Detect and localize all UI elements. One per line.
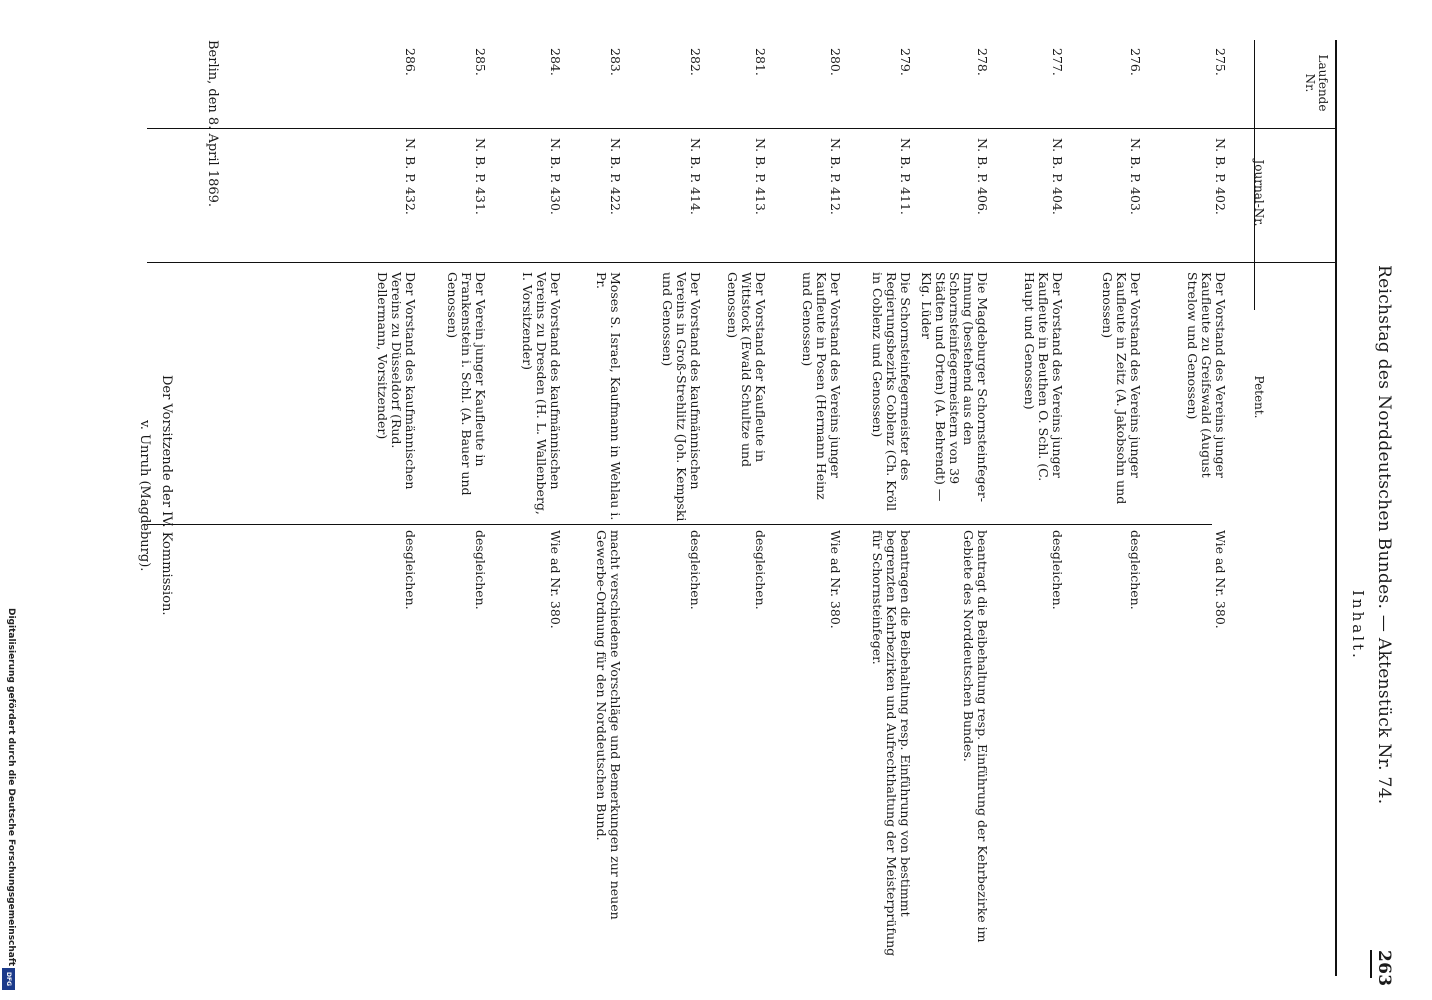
column-divider — [147, 262, 1337, 263]
content: desgleichen. — [753, 530, 768, 610]
journal-number: N. B. P. 422. — [608, 138, 623, 215]
journal-number: N. B. P. 412. — [828, 138, 843, 215]
journal-number: N. B. P. 402. — [1213, 138, 1228, 215]
petitioner: Der Vorstand der Kaufleute in Wittstock (Ewald Schultze und Genossen) — [725, 272, 768, 468]
column-header-gegenstand: Petent. — [1252, 375, 1266, 419]
journal-number: N. B. P. 403. — [1128, 138, 1143, 215]
content: Wie ad Nr. 380. — [828, 530, 843, 629]
petitioner: Die Magdeburger Schornsteinfeger-Innung (bestehend aus den Schornsteinfegermeistern von 39 Städten und Orten) (A. Behrendt) — Klg. Lüder — [919, 272, 990, 503]
journal-number: N. B. P. 413. — [753, 138, 768, 215]
row-number: 286. — [403, 48, 418, 76]
journal-number: N. B. P. 431. — [473, 138, 488, 215]
journal-number: N. B. P. 414. — [688, 138, 703, 215]
content: beantragt die Beibehaltung resp. Einführung der Kehrbezirke im Gebiete des Norddeutschen Bundes. — [961, 530, 990, 943]
journal-number: N. B. P. 411. — [898, 138, 913, 215]
content: Wie ad Nr. 380. — [1213, 530, 1228, 629]
content: beantragen die Beibehaltung resp. Einführung von bestimmt begrenzten Kehrbezirken und Aufrechthaltung der Meisterprüfung für Schornsteinfeger. — [870, 530, 913, 957]
row-number: 279. — [898, 48, 913, 76]
row-number: 282. — [688, 48, 703, 76]
content: desgleichen. — [1128, 530, 1143, 610]
content: desgleichen. — [1050, 530, 1065, 610]
journal-number: N. B. P. 406. — [975, 138, 990, 215]
petitioner: Der Verein junger Kaufleute in Frankenstein i. Schl. (A. Bauer und Genossen) — [445, 272, 488, 496]
page-number-rule — [1370, 950, 1372, 978]
petitions-table — [227, 40, 1337, 980]
dfg-logo: DFG — [2, 968, 15, 990]
column-header-journal: Journal-Nr. — [1252, 159, 1266, 227]
petitioner: Der Vorstand des kaufmännischen Vereins in Groß-Strehlitz (Joh. Kempski und Genossen) — [660, 272, 703, 522]
footer-signature-name: v. Unruh (Magdeburg). — [137, 420, 152, 572]
header-title: Reichstag des Norddeutschen Bundes. — Aktenstück Nr. 74. — [1374, 265, 1394, 805]
page-number: 263 — [1374, 950, 1394, 987]
row-number: 283. — [608, 48, 623, 76]
funding-note: Digitalisierung gefördert durch die Deutsche Forschungsgemeinschaft — [6, 608, 16, 967]
column-divider — [147, 524, 1212, 525]
row-number: 275. — [1213, 48, 1228, 76]
column-divider — [147, 128, 1337, 129]
footer-signature-title: Der Vorsitzende der IV. Kommission. — [159, 375, 174, 616]
petitioner: Moses S. Israel, Kaufmann in Wehlau i. Pr. — [594, 272, 623, 521]
journal-number: N. B. P. 404. — [1050, 138, 1065, 215]
petitioner: Die Schornsteinfegermeister des Regierungsbezirks Coblenz (Ch. Kröll in Coblenz und Genossen) — [870, 272, 913, 511]
row-number: 280. — [828, 48, 843, 76]
content: desgleichen. — [688, 530, 703, 610]
table-top-rule — [1335, 40, 1337, 976]
petitioner: Der Vorstand des Vereins junger Kaufleute in Posen (Hermann Heinz und Genossen) — [800, 272, 843, 500]
petitioner: Der Vorstand des kaufmännischen Vereins zu Düsseldorf (Rud. Dellermann, Vorsitzender) — [375, 272, 418, 490]
petitioner: Der Vorstand des Vereins junger Kaufleute in Zeitz (A. Jakobsohn und Genossen) — [1100, 272, 1143, 505]
column-header-nr: Laufende Nr. — [1303, 54, 1330, 112]
petitioner: Der Vorstand des kaufmännischen Vereins zu Dresden (H. L. Wallenberg, I. Vorsitzender) — [520, 272, 563, 515]
content: desgleichen. — [403, 530, 418, 610]
content: Wie ad Nr. 380. — [548, 530, 563, 629]
row-number: 285. — [473, 48, 488, 76]
content: macht verschiedene Vorschläge und Bemerkungen zur neuen Gewerbe-Ordnung für den Norddeutschen Bund. — [594, 530, 623, 920]
journal-number: N. B. P. 430. — [548, 138, 563, 215]
petitioner: Der Vorstand des Vereins junger Kaufleute in Beuthen O. Schl. (C. Haupt und Genossen) — [1022, 272, 1065, 482]
row-number: 281. — [753, 48, 768, 76]
petitioner: Der Vorstand des Vereins junger Kaufleute zu Greifswald (August Strelow und Genossen) — [1185, 272, 1228, 478]
row-number: 284. — [548, 48, 563, 76]
row-number: 277. — [1050, 48, 1065, 76]
journal-number: N. B. P. 432. — [403, 138, 418, 215]
content: desgleichen. — [473, 530, 488, 610]
row-number: 276. — [1128, 48, 1143, 76]
inhalt-column-heading: Inhalt. — [1349, 590, 1367, 661]
footer-date: Berlin, den 8. April 1869. — [205, 40, 220, 208]
row-number: 278. — [975, 48, 990, 76]
